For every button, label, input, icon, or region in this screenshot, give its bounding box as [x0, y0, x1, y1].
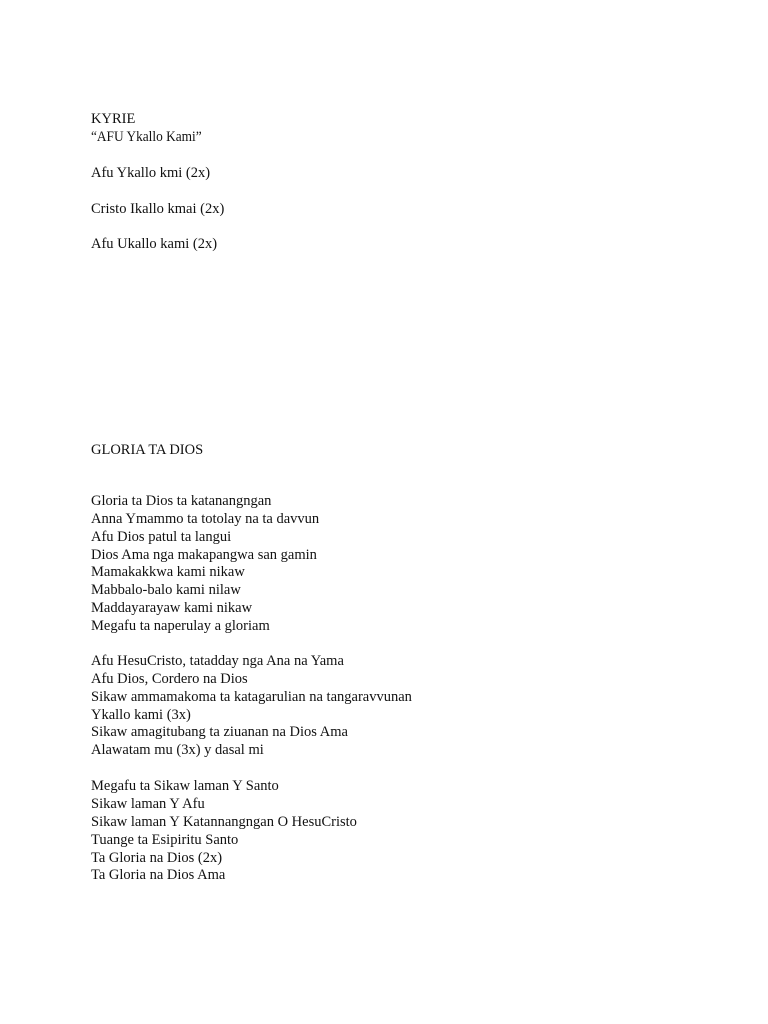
gloria-line: Sikaw amagitubang ta ziuanan na Dios Ama: [91, 724, 348, 740]
kyrie-heading: KYRIE: [91, 111, 136, 127]
gloria-line: Sikaw laman Y Katannangngan O HesuCristo: [91, 814, 357, 830]
gloria-line: Megafu ta Sikaw laman Y Santo: [91, 778, 279, 794]
gloria-line: Anna Ymammo ta totolay na ta davvun: [91, 511, 320, 527]
gloria-line: Alawatam mu (3x) y dasal mi: [91, 742, 264, 758]
gloria-line: Afu Dios patul ta langui: [91, 529, 232, 545]
kyrie-subtitle: “AFU Ykallo Kami”: [91, 129, 202, 145]
gloria-line: Mamakakkwa kami nikaw: [91, 564, 245, 580]
gloria-line: Afu HesuCristo, tatadday nga Ana na Yama: [91, 653, 344, 669]
gloria-line: Sikaw ammamakoma ta katagarulian na tangaravvunan: [91, 689, 412, 705]
gloria-line: Maddayarayaw kami nikaw: [91, 600, 253, 616]
gloria-heading: GLORIA TA DIOS: [91, 442, 204, 458]
gloria-line: Sikaw laman Y Afu: [91, 796, 205, 812]
gloria-line: Ta Gloria na Dios (2x): [91, 850, 223, 866]
gloria-line: Mabbalo-balo kami nilaw: [91, 582, 241, 598]
gloria-line: Ta Gloria na Dios Ama: [91, 867, 226, 883]
gloria-line: Dios Ama nga makapangwa san gamin: [91, 547, 317, 563]
kyrie-line: Afu Ykallo kmi (2x): [91, 165, 211, 181]
kyrie-line: Afu Ukallo kami (2x): [91, 236, 218, 252]
kyrie-line: Cristo Ikallo kmai (2x): [91, 201, 225, 217]
gloria-line: Ykallo kami (3x): [91, 707, 191, 723]
gloria-line: Afu Dios, Cordero na Dios: [91, 671, 248, 687]
gloria-line: Gloria ta Dios ta katanangngan: [91, 493, 272, 509]
gloria-line: Megafu ta naperulay a gloriam: [91, 618, 270, 634]
gloria-line: Tuange ta Esipiritu Santo: [91, 832, 239, 848]
